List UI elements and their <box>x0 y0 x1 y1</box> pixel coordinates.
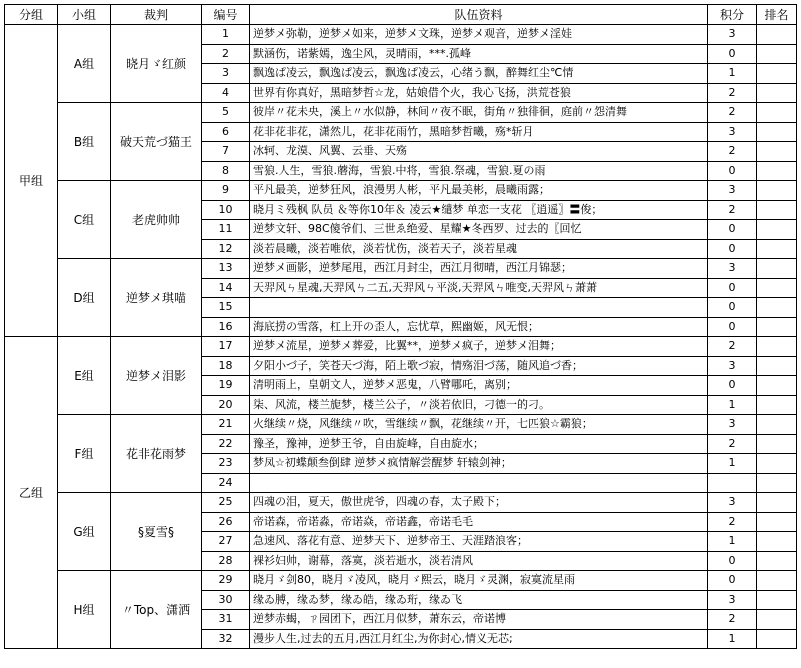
table-row <box>5 337 797 357</box>
team-number-cell: 23 <box>202 454 250 474</box>
team-info-cell: 飘逸ぱ凌云，飘逸ぱ凌云，飘逸ぱ凌云，心绪う飘，醉舞红尘℃情 <box>250 64 708 84</box>
team-info-cell: 晓月ミ残枫 队员 ＆等你10年＆ 凌云★缱梦 单恋一支花 〖逍遥〗〓俊； <box>250 200 708 220</box>
team-number-cell: 20 <box>202 395 250 415</box>
team-info-cell: 天羿风ㄣ星魂,天羿风ㄣ二五,天羿风ㄣ平淡,天羿风ㄣ唯变,天羿风ㄣ萧萧 <box>250 278 708 298</box>
division-cell: 甲组 <box>5 25 58 337</box>
group-cell: B组 <box>58 103 111 181</box>
team-info-cell: 清明雨上，皇朝文人，逆梦メ恶鬼，八臂哪吒，离别； <box>250 376 708 396</box>
header-rank: 排名 <box>757 5 797 25</box>
score-cell: 0 <box>708 278 757 298</box>
team-info-cell: 帝诺森，帝诺淼，帝诺焱，帝诺鑫，帝诺毛毛 <box>250 512 708 532</box>
rank-cell <box>757 454 797 474</box>
score-cell: 0 <box>708 44 757 64</box>
team-number-cell: 21 <box>202 415 250 435</box>
team-number-cell: 24 <box>202 473 250 493</box>
team-number-cell: 10 <box>202 200 250 220</box>
team-info-cell: 漫步人生,过去的五月,西江月红尘,为你封心,情义无芯; <box>250 629 708 649</box>
team-info-cell <box>250 298 708 318</box>
team-info-cell <box>250 473 708 493</box>
rank-cell <box>757 122 797 142</box>
group-table <box>4 4 797 649</box>
team-info-cell: 雪狼.人生，雪狼.蘑海，雪狼.中将，雪狼.祭魂，雪狼.夏の雨 <box>250 161 708 181</box>
team-info-cell: 逆梦赤蝎，ㄗ园团下，西江月似梦，萧东云，帝诺博 <box>250 610 708 630</box>
team-info-cell: 平凡最美，逆梦狂风，浪漫男人彬，平凡最美彬，晨曦雨露； <box>250 181 708 201</box>
score-cell: 2 <box>708 512 757 532</box>
judge-cell: 老虎帅帅 <box>111 181 202 259</box>
judge-cell: 〃Top、潇洒 <box>111 571 202 649</box>
score-cell: 2 <box>708 337 757 357</box>
score-cell: 2 <box>708 83 757 103</box>
rank-cell <box>757 161 797 181</box>
team-number-cell: 18 <box>202 356 250 376</box>
team-number-cell: 31 <box>202 610 250 630</box>
team-info-cell: 夕阳小づ子，笑苍天づ海，陌上歌づ寂，情殇泪づ荡，随风追づ香； <box>250 356 708 376</box>
team-number-cell: 25 <box>202 493 250 513</box>
team-number-cell: 11 <box>202 220 250 240</box>
rank-cell <box>757 551 797 571</box>
team-number-cell: 30 <box>202 590 250 610</box>
rank-cell <box>757 103 797 123</box>
rank-cell <box>757 512 797 532</box>
header-division: 分组 <box>5 5 58 25</box>
team-number-cell: 8 <box>202 161 250 181</box>
team-number-cell: 5 <box>202 103 250 123</box>
rank-cell <box>757 395 797 415</box>
team-info-cell: 逆梦メ流星，逆梦メ葬爱，比翼**，逆梦メ疯子，逆梦メ泪舞； <box>250 337 708 357</box>
team-number-cell: 7 <box>202 142 250 162</box>
group-cell: F组 <box>58 415 111 493</box>
table-row <box>5 259 797 279</box>
header-team-info: 队伍资料 <box>250 5 708 25</box>
rank-cell <box>757 493 797 513</box>
score-cell: 0 <box>708 376 757 396</box>
rank-cell <box>757 142 797 162</box>
spreadsheet <box>4 4 796 649</box>
team-info-cell: 淡若晨曦，淡若唯依，淡若忧伤，淡若天子，淡若星魂 <box>250 239 708 259</box>
team-info-cell: 急速风、落花有意、逆梦天下、逆梦帝王、天涯踏浪客； <box>250 532 708 552</box>
header-score: 积分 <box>708 5 757 25</box>
team-number-cell: 9 <box>202 181 250 201</box>
team-info-cell: 裸衫妇帅，谢幕，落寞，淡若逝水，淡若清风 <box>250 551 708 571</box>
team-number-cell: 4 <box>202 83 250 103</box>
division-cell: 乙组 <box>5 337 58 649</box>
team-info-cell: 世界有你真好，黑暗梦哲☆龙，姑娘借个火，我心飞扬，洪荒苍狼 <box>250 83 708 103</box>
group-cell: G组 <box>58 493 111 571</box>
score-cell: 2 <box>708 200 757 220</box>
score-cell: 1 <box>708 395 757 415</box>
team-number-cell: 26 <box>202 512 250 532</box>
rank-cell <box>757 337 797 357</box>
rank-cell <box>757 239 797 259</box>
rank-cell <box>757 64 797 84</box>
score-cell: 2 <box>708 103 757 123</box>
team-number-cell: 2 <box>202 44 250 64</box>
rank-cell <box>757 278 797 298</box>
rank-cell <box>757 220 797 240</box>
score-cell: 3 <box>708 356 757 376</box>
team-info-cell: 柒、风流，楼兰旎梦，楼兰公子，〃淡若依旧，刁德一的刁。 <box>250 395 708 415</box>
table-row <box>5 25 797 45</box>
rank-cell <box>757 434 797 454</box>
score-cell: 3 <box>708 259 757 279</box>
team-info-cell: 逆梦メ画影，逆梦尾甩，西江月封尘，西江月彻晴，西江月锦瑟； <box>250 259 708 279</box>
rank-cell <box>757 532 797 552</box>
team-info-cell: 冰轲、龙漠、风翼、云垂、天殇 <box>250 142 708 162</box>
group-cell: H组 <box>58 571 111 649</box>
judge-cell: 晓月ゞ红颜 <box>111 25 202 103</box>
score-cell <box>708 473 757 493</box>
score-cell: 0 <box>708 161 757 181</box>
team-info-cell: 彼岸〃花未央，溪上〃水似静，林间〃夜不眠，街角〃独徘徊，庭前〃怨清舞 <box>250 103 708 123</box>
rank-cell <box>757 181 797 201</box>
header-row <box>5 5 797 25</box>
team-number-cell: 29 <box>202 571 250 591</box>
header-group: 小组 <box>58 5 111 25</box>
rank-cell <box>757 83 797 103</box>
team-number-cell: 14 <box>202 278 250 298</box>
score-cell: 1 <box>708 454 757 474</box>
rank-cell <box>757 44 797 64</box>
score-cell: 0 <box>708 239 757 259</box>
table-row <box>5 571 797 591</box>
table-row <box>5 103 797 123</box>
team-info-cell: 逆梦メ弥勒，逆梦メ如来，逆梦メ文珠，逆梦メ观音，逆梦メ淫娃 <box>250 25 708 45</box>
rank-cell <box>757 259 797 279</box>
rank-cell <box>757 376 797 396</box>
team-info-cell: 缘ゐ膊，缘ゐ梦，缘ゐ皓，缘ゐ珩，缘ゐ飞 <box>250 590 708 610</box>
team-number-cell: 16 <box>202 317 250 337</box>
score-cell: 2 <box>708 434 757 454</box>
rank-cell <box>757 629 797 649</box>
rank-cell <box>757 590 797 610</box>
score-cell: 3 <box>708 122 757 142</box>
score-cell: 0 <box>708 220 757 240</box>
judge-cell: 逆梦メ泪影 <box>111 337 202 415</box>
team-number-cell: 28 <box>202 551 250 571</box>
group-cell: A组 <box>58 25 111 103</box>
header-judge: 裁判 <box>111 5 202 25</box>
judge-cell: 破天荒づ猫王 <box>111 103 202 181</box>
team-number-cell: 22 <box>202 434 250 454</box>
team-info-cell: 豫圣，豫神，逆梦王爷，自由旋峰，自由旋水； <box>250 434 708 454</box>
rank-cell <box>757 610 797 630</box>
rank-cell <box>757 200 797 220</box>
table-row <box>5 181 797 201</box>
score-cell: 3 <box>708 181 757 201</box>
score-cell: 2 <box>708 610 757 630</box>
table-row <box>5 493 797 513</box>
team-number-cell: 6 <box>202 122 250 142</box>
team-info-cell: 逆梦文轩、98C傻爷们、三世ゑ绝爱、星耀★冬西罗、过去的〖回忆 <box>250 220 708 240</box>
score-cell: 3 <box>708 25 757 45</box>
group-cell: D组 <box>58 259 111 337</box>
score-cell: 0 <box>708 317 757 337</box>
score-cell: 1 <box>708 64 757 84</box>
team-info-cell: 火继续〃烧，风继续〃吹，雪继续〃飘，花继续〃开，七匹狼☆霸狼； <box>250 415 708 435</box>
team-number-cell: 12 <box>202 239 250 259</box>
judge-cell: 逆梦メ琪喵 <box>111 259 202 337</box>
team-number-cell: 1 <box>202 25 250 45</box>
group-cell: E组 <box>58 337 111 415</box>
score-cell: 3 <box>708 493 757 513</box>
header-number: 编号 <box>202 5 250 25</box>
score-cell: 1 <box>708 629 757 649</box>
rank-cell <box>757 473 797 493</box>
score-cell: 3 <box>708 415 757 435</box>
rank-cell <box>757 415 797 435</box>
rank-cell <box>757 25 797 45</box>
team-number-cell: 15 <box>202 298 250 318</box>
team-number-cell: 19 <box>202 376 250 396</box>
rank-cell <box>757 356 797 376</box>
score-cell: 0 <box>708 298 757 318</box>
team-number-cell: 13 <box>202 259 250 279</box>
team-number-cell: 32 <box>202 629 250 649</box>
score-cell: 0 <box>708 571 757 591</box>
score-cell: 3 <box>708 590 757 610</box>
team-info-cell: 晓月ゞ剑80，晓月ゞ凌风，晓月ゞ熙云，晓月ゞ灵渊，寂寞流星雨 <box>250 571 708 591</box>
team-number-cell: 27 <box>202 532 250 552</box>
judge-cell: §夏雪§ <box>111 493 202 571</box>
score-cell: 2 <box>708 142 757 162</box>
team-number-cell: 3 <box>202 64 250 84</box>
judge-cell: 花非花雨梦 <box>111 415 202 493</box>
team-info-cell: 四魂の泪，夏天，傲世虎爷，四魂の春，太子殿下； <box>250 493 708 513</box>
team-info-cell: 梦凤☆初蝶颠叁倒肆 逆梦メ疯情解尝醒梦 轩辕剑神； <box>250 454 708 474</box>
team-info-cell: 花非花非花，潇然儿，花非花雨竹，黑暗梦哲曦，殇*斩月 <box>250 122 708 142</box>
team-number-cell: 17 <box>202 337 250 357</box>
table-row <box>5 415 797 435</box>
team-info-cell: 海底捞の雪落，杠上开の歪人，忘忧草，熙幽姬，风无恨； <box>250 317 708 337</box>
team-info-cell: 默涵伤，诺紫嫣，逸尘风，灵晴雨，***.孤峰 <box>250 44 708 64</box>
score-cell: 0 <box>708 551 757 571</box>
group-cell: C组 <box>58 181 111 259</box>
score-cell: 1 <box>708 532 757 552</box>
rank-cell <box>757 298 797 318</box>
rank-cell <box>757 317 797 337</box>
rank-cell <box>757 571 797 591</box>
